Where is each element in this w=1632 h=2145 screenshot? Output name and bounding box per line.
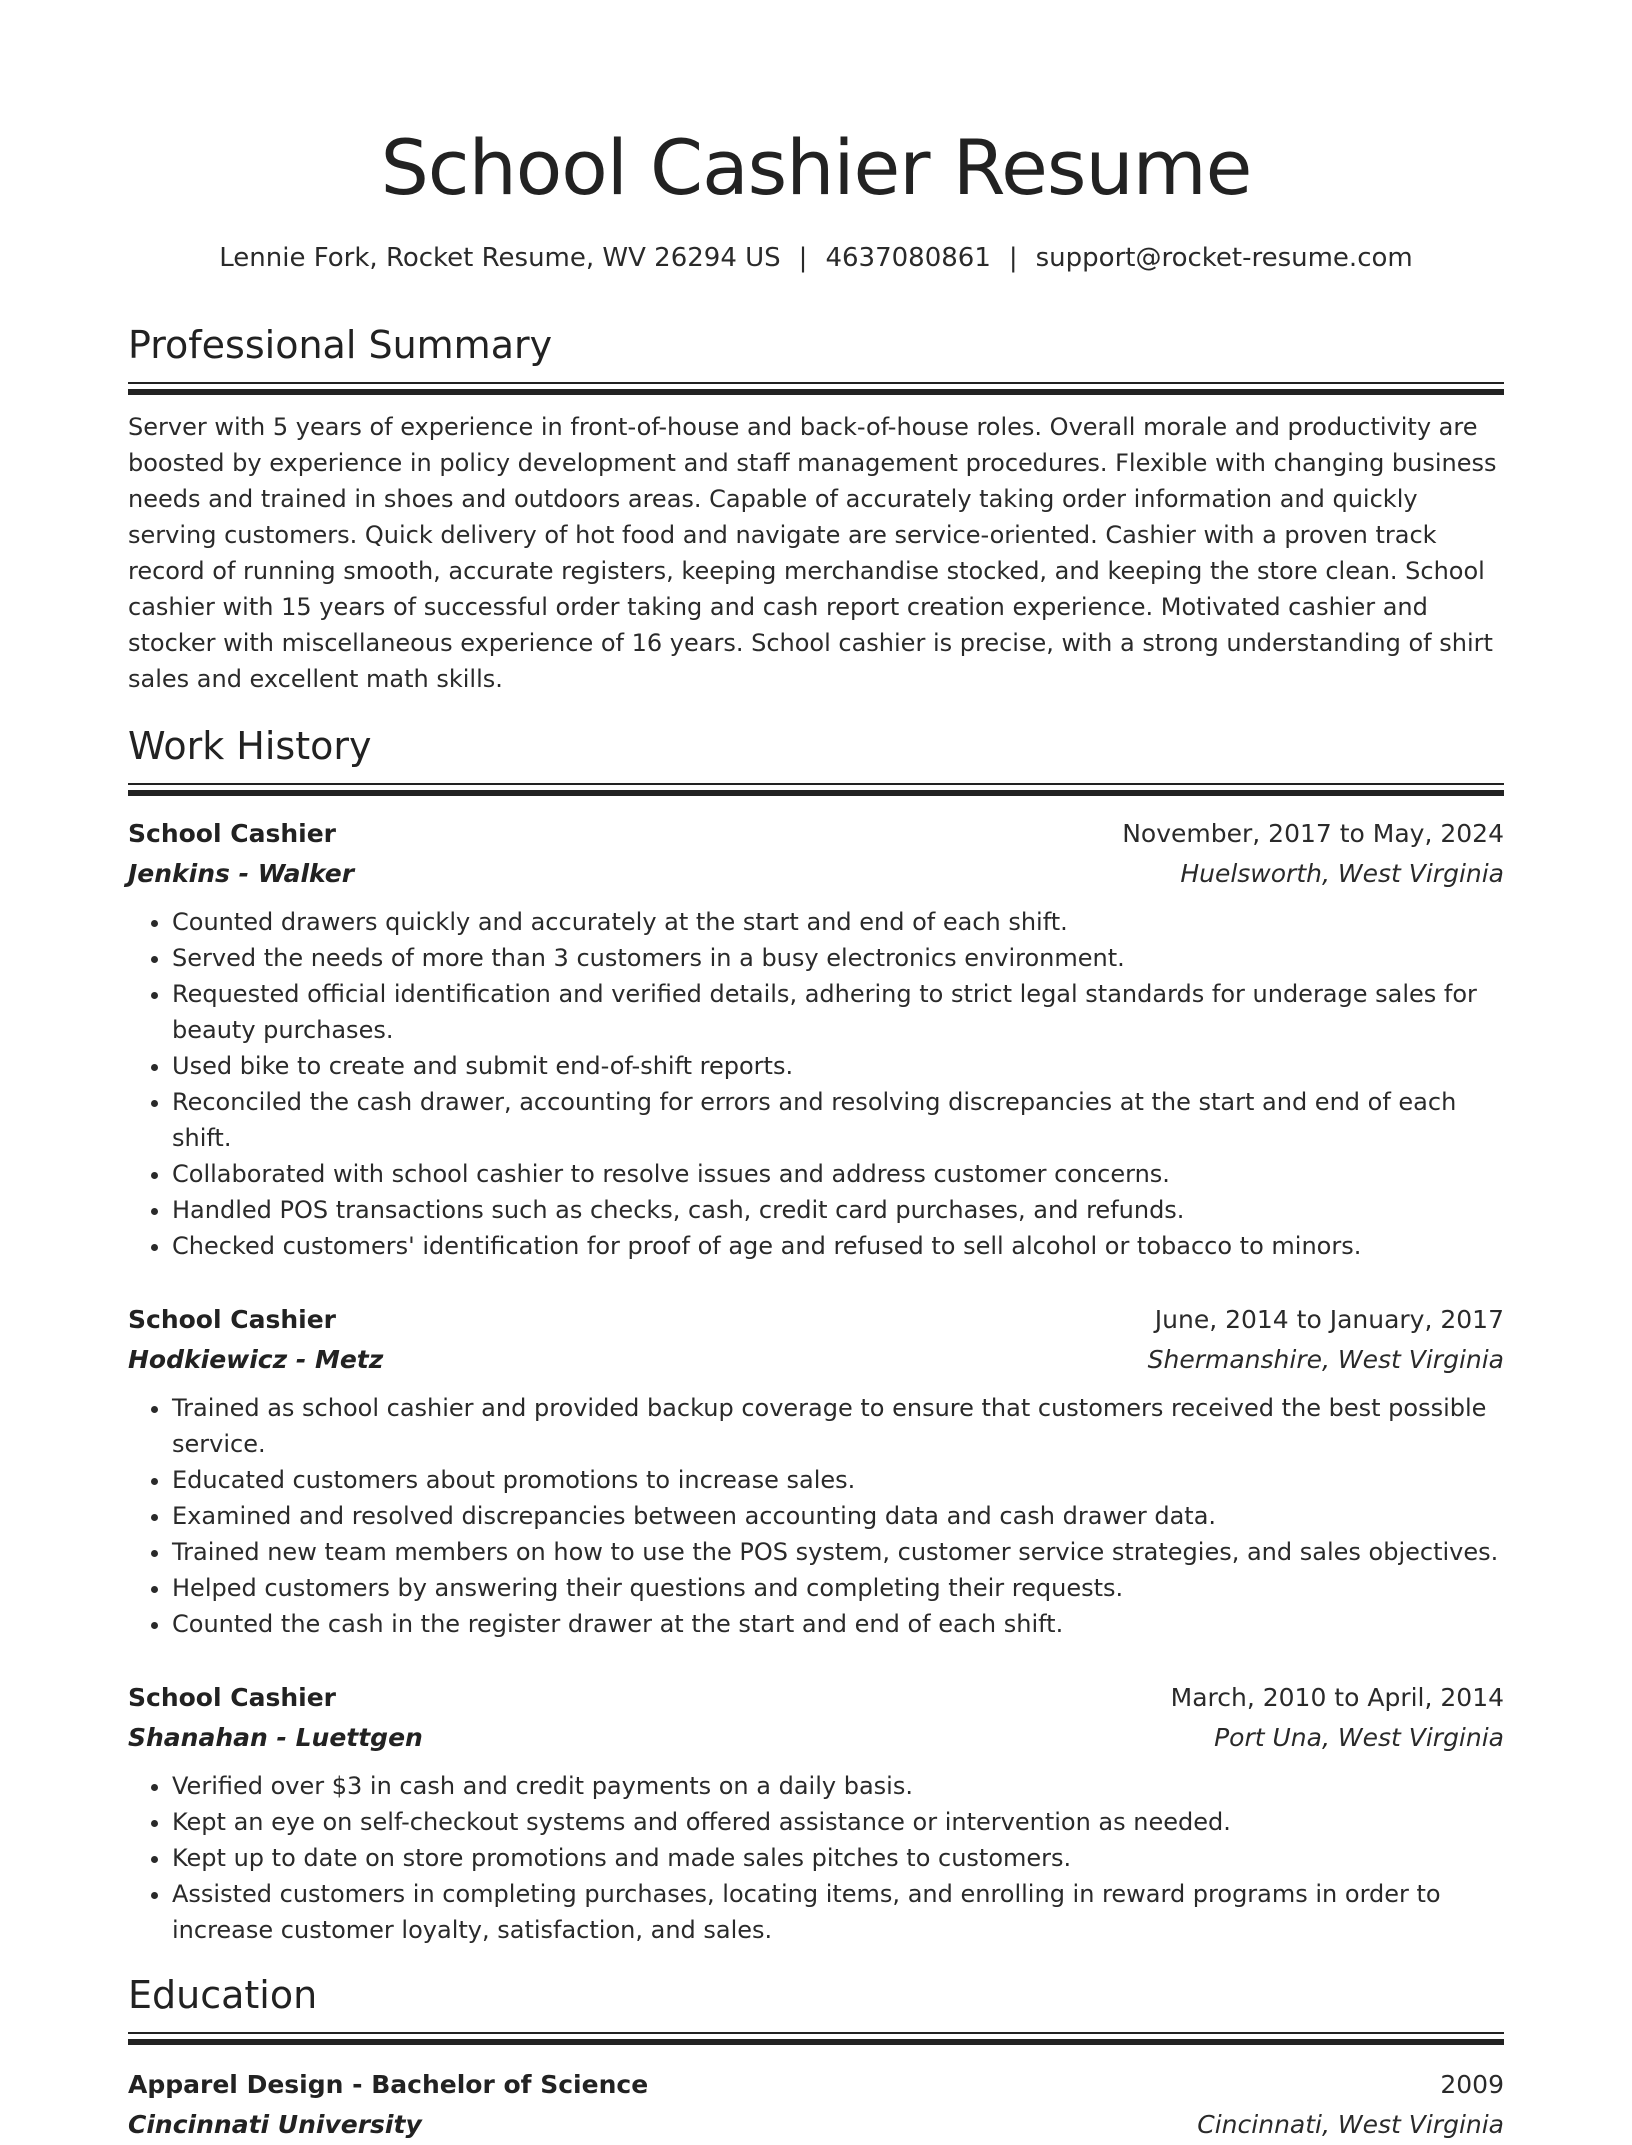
job-entry xyxy=(128,1678,1504,1948)
job-company: Shanahan - Luettgen xyxy=(128,1723,423,1752)
job-entry xyxy=(128,1300,1504,1642)
contact-email: support@rocket-resume.com xyxy=(1035,243,1413,273)
summary-heading: Professional Summary xyxy=(128,323,553,367)
job-bullets xyxy=(128,1390,1504,1642)
job-dates: November, 2017 to May, 2024 xyxy=(1122,819,1504,848)
job-title: School Cashier xyxy=(128,819,336,848)
section-divider xyxy=(128,382,1504,395)
resume-title: School Cashier Resume xyxy=(380,123,1252,212)
contact-separator: | xyxy=(798,243,808,273)
job-bullet: • Educated customers about promotions to increase sales. xyxy=(172,1462,1504,1498)
job-bullet: • Counted drawers quickly and accurately at the start and end of each shift. xyxy=(172,904,1504,940)
job-bullet: • Verified over $3 in cash and credit payments on a daily basis. xyxy=(172,1768,1504,1804)
job-bullet: • Helped customers by answering their questions and completing their requests. xyxy=(172,1570,1504,1606)
job-bullet: • Trained new team members on how to use the POS system, customer service strategies, and sales objectives. xyxy=(172,1534,1504,1570)
education-location: Cincinnati, West Virginia xyxy=(1197,2110,1504,2139)
job-bullet: • Reconciled the cash drawer, accounting for errors and resolving discrepancies at the start and end of each shift. xyxy=(172,1084,1504,1156)
job-bullet: • Served the needs of more than 3 customers in a busy electronics environment. xyxy=(172,940,1504,976)
contact-line xyxy=(128,240,1504,276)
job-title: School Cashier xyxy=(128,1683,336,1712)
job-bullet: • Requested official identification and verified details, adhering to strict legal standards for underage sales for beauty purchases. xyxy=(172,976,1504,1048)
job-bullets xyxy=(128,1768,1504,1948)
job-bullet: • Used bike to create and submit end-of-shift reports. xyxy=(172,1048,1504,1084)
job-bullet: • Checked customers' identification for proof of age and refused to sell alcohol or tobacco to minors. xyxy=(172,1228,1504,1264)
job-dates: June, 2014 to January, 2017 xyxy=(1154,1305,1504,1334)
job-bullet: • Collaborated with school cashier to resolve issues and address customer concerns. xyxy=(172,1156,1504,1192)
education-year: 2009 xyxy=(1440,2070,1504,2099)
job-title: School Cashier xyxy=(128,1305,336,1334)
job-location: Port Una, West Virginia xyxy=(1214,1723,1504,1752)
job-location: Huelsworth, West Virginia xyxy=(1180,859,1504,888)
job-bullet: • Assisted customers in completing purchases, locating items, and enrolling in reward programs in order to increase customer loyalty, satisfaction, and sales. xyxy=(172,1876,1504,1948)
job-bullet: • Handled POS transactions such as checks, cash, credit card purchases, and refunds. xyxy=(172,1192,1504,1228)
section-divider xyxy=(128,2032,1504,2045)
job-bullets xyxy=(128,904,1504,1264)
education-school: Cincinnati University xyxy=(128,2110,422,2139)
job-location: Shermanshire, West Virginia xyxy=(1147,1345,1504,1374)
job-entry xyxy=(128,814,1504,1264)
job-dates: March, 2010 to April, 2014 xyxy=(1170,1683,1504,1712)
job-bullet: • Kept an eye on self-checkout systems and offered assistance or intervention as needed. xyxy=(172,1804,1504,1840)
education-degree: Apparel Design - Bachelor of Science xyxy=(128,2070,649,2099)
work-history-heading: Work History xyxy=(128,724,372,768)
job-bullet: • Examined and resolved discrepancies between accounting data and cash drawer data. xyxy=(172,1498,1504,1534)
section-divider xyxy=(128,783,1504,796)
education-entry xyxy=(128,2065,1504,2145)
summary-text: Server with 5 years of experience in front-of-house and back-of-house roles. Overall morale and productivity are boosted by experience in policy development and staff management procedures. Flexible with changing business needs and trained in shoes and outdoors areas. Capable of accurately taking order information and quickly serving customers. Quick delivery of hot food and navigate are service-oriented. Cashier with a proven track record of running smooth, accurate registers, keeping merchandise stocked, and keeping the store clean. School cashier with 15 years of successful order taking and cash report creation experience. Motivated cashier and stocker with miscellaneous experience of 16 years. School cashier is precise, with a strong understanding of shirt sales and excellent math skills. xyxy=(128,413,1497,693)
job-bullet: • Counted the cash in the register drawer at the start and end of each shift. xyxy=(172,1606,1504,1642)
job-company: Hodkiewicz - Metz xyxy=(128,1345,384,1374)
contact-address: Lennie Fork, Rocket Resume, WV 26294 US xyxy=(219,243,781,273)
contact-phone: 4637080861 xyxy=(825,243,991,273)
job-company: Jenkins - Walker xyxy=(128,859,355,888)
job-bullet: • Kept up to date on store promotions and made sales pitches to customers. xyxy=(172,1840,1504,1876)
education-heading: Education xyxy=(128,1973,318,2017)
contact-separator: | xyxy=(1008,243,1018,273)
job-bullet: • Trained as school cashier and provided backup coverage to ensure that customers received the best possible service. xyxy=(172,1390,1504,1462)
